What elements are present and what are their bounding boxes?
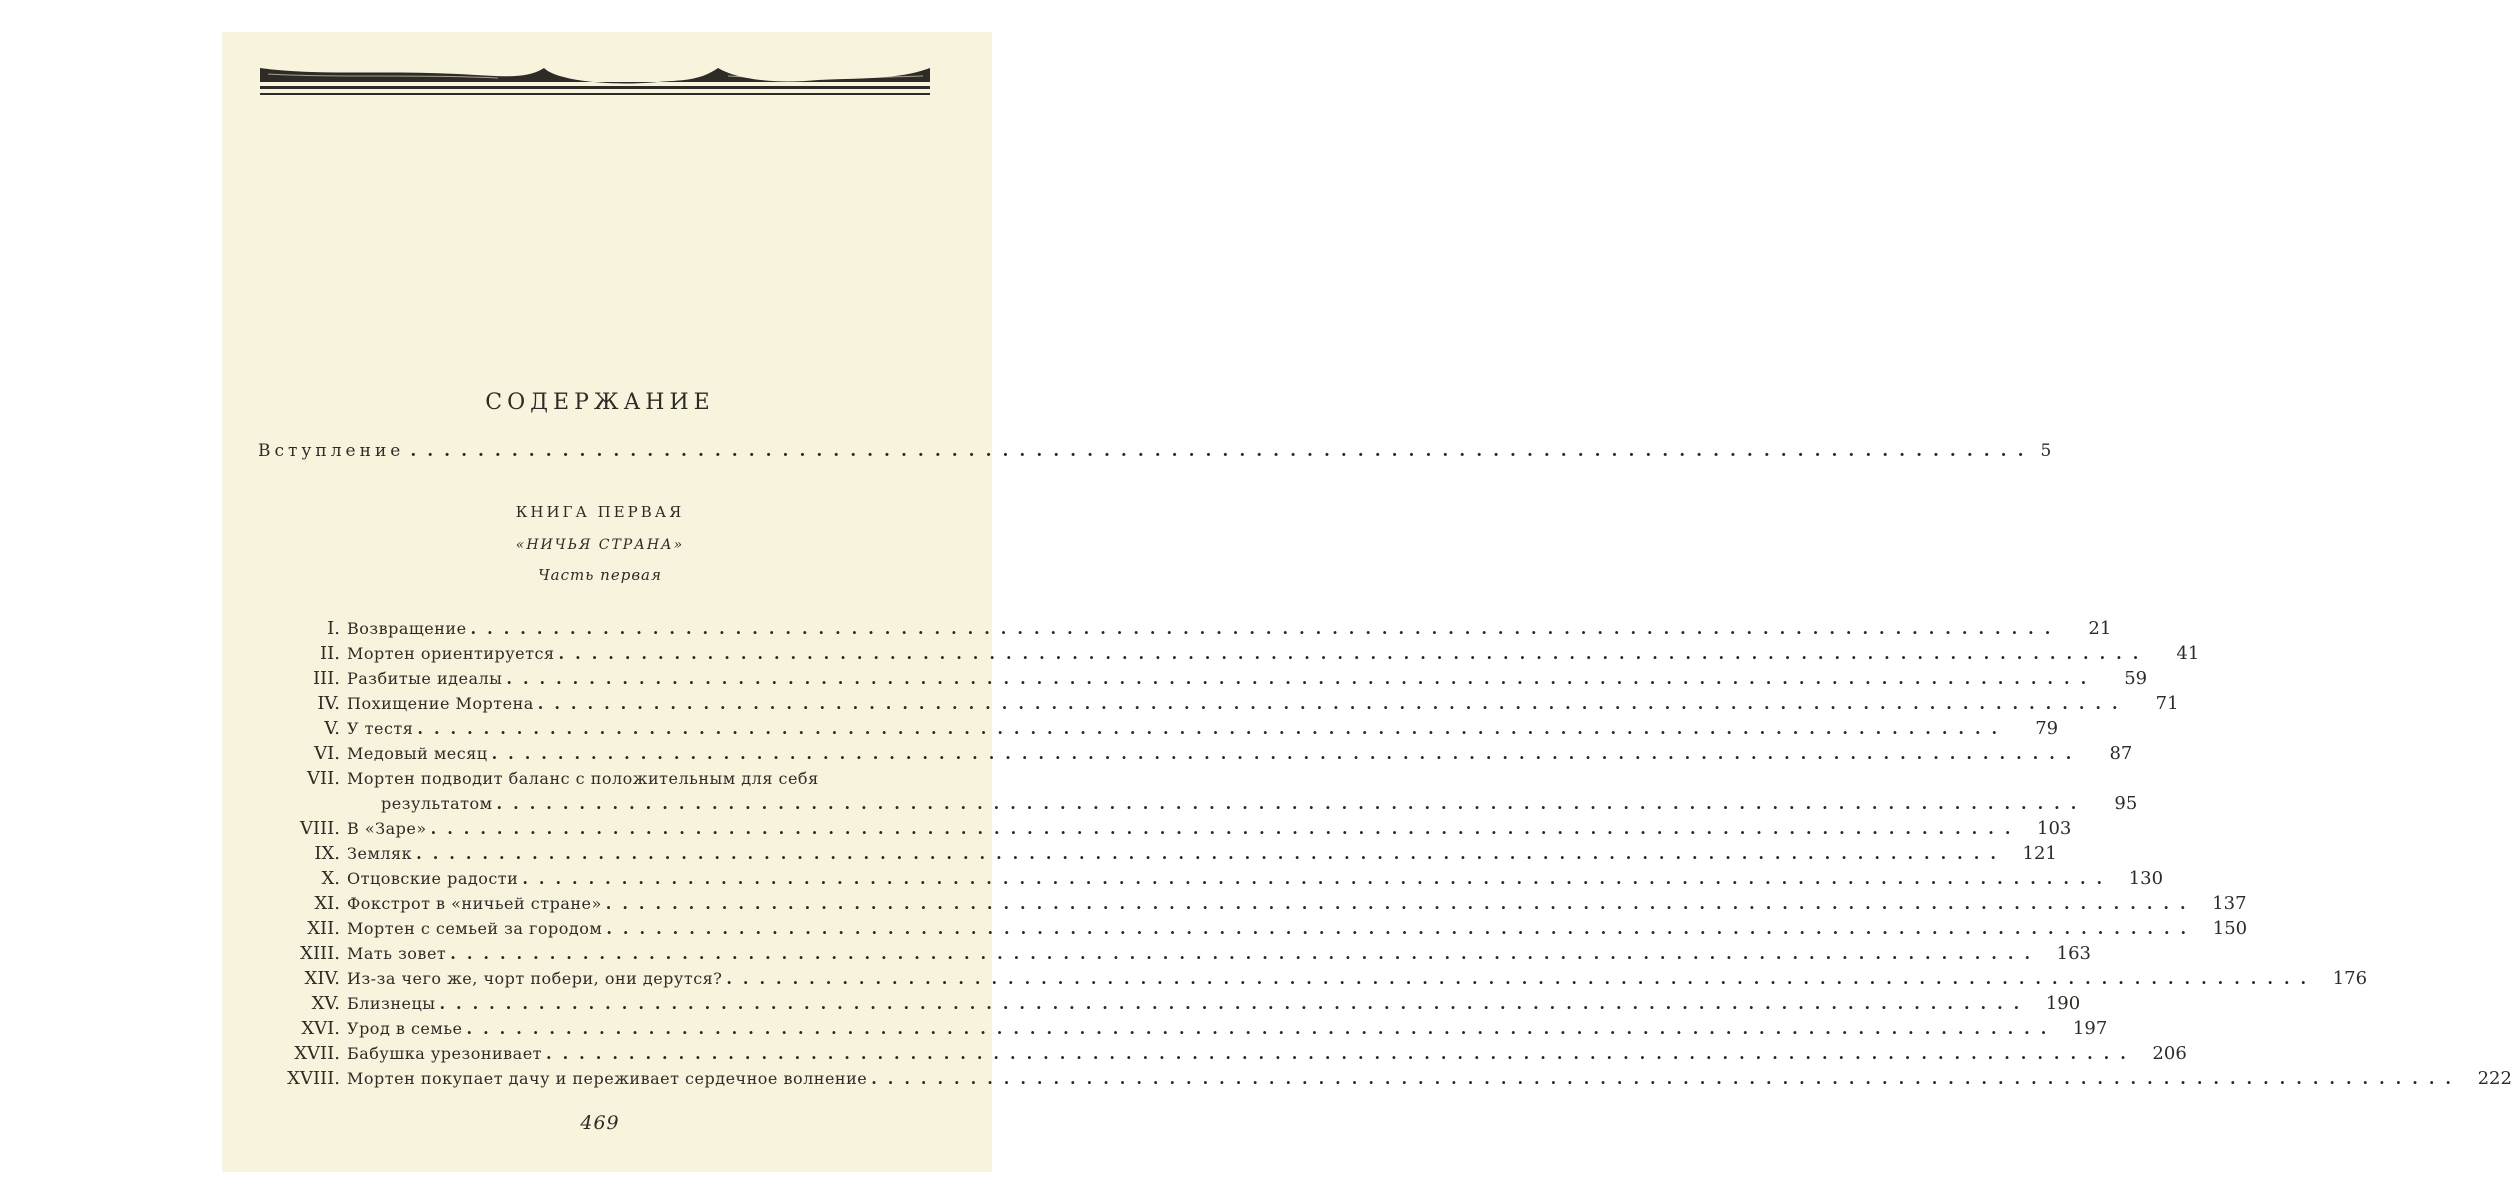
chapter-number: IV. [317,693,340,714]
chapter-number: VII. [307,768,340,789]
dot-leader [538,691,2129,716]
chapter-title: Из-за чего же, чорт побери, они дерутся? [347,969,723,988]
chapter-number: X. [321,868,340,889]
chapter-page-number: 21 [2088,618,2112,639]
chapter-title: Медовый месяц [347,744,488,763]
dot-leader [410,441,2034,461]
chapter-title: Мортен с семьей за городом [347,919,603,938]
dot-leader [497,791,2088,816]
chapter-entry [258,991,2081,1016]
chapter-entry [258,1041,2187,1066]
chapter-entry [258,1066,2512,1091]
chapter-page-number: 79 [2035,718,2059,739]
chapter-entry [258,666,2148,691]
chapter-number: XVIII. [287,1068,340,1089]
chapter-number: XII. [307,918,340,939]
intro-page-number: 5 [2040,441,2052,461]
dot-leader [431,816,2022,841]
dot-leader [439,991,2030,1016]
chapter-page-number: 137 [2212,893,2247,914]
chapter-number: I. [327,618,340,639]
chapter-title: У тестя [347,719,414,738]
chapter-page-number: 163 [2056,943,2092,964]
chapter-entry [258,866,2164,891]
chapter-title: Земляк [347,844,413,863]
chapter-title: Бабушка урезонивает [347,1044,543,1063]
chapter-number: VI. [314,743,340,764]
toc-intro-row [258,441,2052,471]
dot-leader [492,741,2083,766]
chapter-entry [258,941,2092,966]
chapter-entry [258,741,2133,766]
dot-leader [546,1041,2137,1066]
chapter-page-number: 190 [2045,993,2081,1014]
chapter-list [258,616,2512,1091]
chapter-page-number: 59 [2124,668,2148,689]
chapter-page-number: 176 [2332,968,2368,989]
chapter-entry [258,966,2368,991]
chapter-entry [258,1016,2108,1041]
chapter-entry [258,766,2138,816]
chapter-number: XI. [314,893,340,914]
dot-leader [417,716,2008,741]
chapter-title: Фокстрот в «ничьей стране» [347,894,602,913]
chapter-number: VIII. [299,818,340,839]
chapter-title: Мортен подводит баланс с положительным для себя [347,769,819,788]
chapter-title: Похищение Мортена [347,694,534,713]
chapter-number: III. [312,668,340,689]
chapter-page-number: 130 [2128,868,2164,889]
part-title: Часть первая [538,566,662,584]
dot-leader [726,966,2317,991]
dot-leader [606,916,2197,941]
chapter-number: XVI. [301,1018,340,1039]
chapter-title: Разбитые идеалы [347,669,503,688]
dot-leader [559,641,2150,666]
dot-leader [416,841,2007,866]
chapter-title: Мортен покупает дачу и переживает сердечное волнение [347,1069,868,1088]
dot-leader [606,891,2197,916]
chapter-title: Мать зовет [347,944,447,963]
dot-leader [871,1066,2462,1091]
chapter-entry [258,816,2072,841]
book-subtitle: «НИЧЬЯ СТРАНА» [515,537,685,553]
dot-leader [450,941,2041,966]
chapter-entry [258,716,2059,741]
chapter-page-number: 121 [2022,843,2057,864]
chapter-entry [258,616,2112,641]
chapter-page-number: 206 [2152,1043,2187,1064]
dot-leader [506,666,2097,691]
chapter-page-number: 197 [2072,1018,2108,1039]
chapter-entry [258,916,2248,941]
chapter-number: XV. [311,993,340,1014]
chapter-page-number: 222 [2477,1068,2512,1089]
dot-leader [467,1016,2058,1041]
chapter-page-number: 103 [2037,818,2072,839]
dot-leader [522,866,2113,891]
chapter-title: Близнецы [347,994,436,1013]
chapter-page-number: 41 [2176,643,2200,664]
intro-label: Вступление [258,441,405,461]
chapter-title: Мортен ориентируется [347,644,555,663]
chapter-number: XVII. [294,1043,340,1064]
chapter-entry [258,891,2247,916]
chapter-number: XIII. [300,943,340,964]
chapter-number: XIV. [304,968,340,989]
chapter-entry [258,691,2179,716]
chapter-entry [258,841,2057,866]
ornament-headpiece [258,62,932,102]
chapter-title: Возвращение [347,619,467,638]
dot-leader [471,616,2062,641]
chapter-page-number: 87 [2109,743,2133,764]
chapter-title: В «Заре» [347,819,427,838]
chapter-entry [258,641,2200,666]
chapter-title: Отцовские радости [347,869,519,888]
chapter-number: V. [324,718,340,739]
page-folio-number: 469 [580,1112,620,1134]
chapter-number: IX. [314,843,340,864]
contents-heading: СОДЕРЖАНИЕ [485,390,715,415]
chapter-number: II. [320,643,340,664]
book-title: КНИГА ПЕРВАЯ [515,503,685,521]
chapter-title-continuation: результатом [381,794,493,813]
chapter-page-number: 95 [2114,793,2138,814]
chapter-title: Урод в семье [347,1019,463,1038]
chapter-page-number: 71 [2155,693,2179,714]
chapter-page-number: 150 [2212,918,2248,939]
